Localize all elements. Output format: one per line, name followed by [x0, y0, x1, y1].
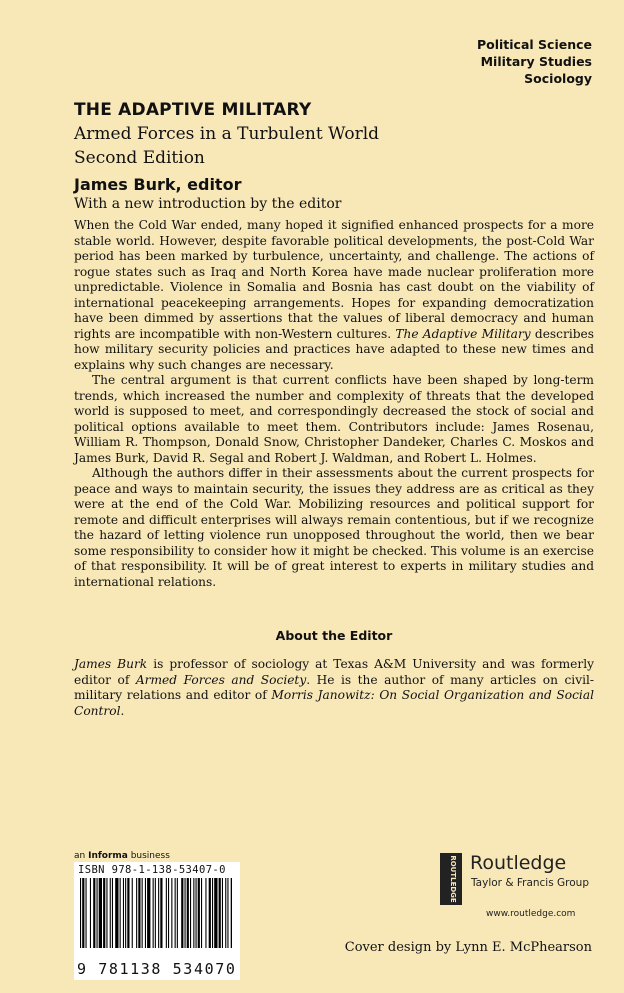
- isbn-label: ISBN 978-1-138-53407-0: [78, 864, 226, 876]
- description-paragraph-2: The central argument is that current conflicts have been shaped by long-term trends, which increased the number and complexity of threats that the developed world is supposed to meet, and correspondingly decreased the stock of social and political options available to meet them. Contributors include: James Rosenau, William R. Thompson, Donald Snow, Christopher Dandeker, Charles C. Moskos and James Burk, David R. Segal and Robert J. Waldman, and Robert L. Holmes.: [74, 373, 594, 465]
- description-p1-book-title: The Adaptive Military: [395, 326, 531, 341]
- barcode-bar: [110, 878, 111, 948]
- description-p1-text-b: describes how military security policies and practices have adapted to these new times and explains why such changes are necessary.: [74, 326, 595, 372]
- barcode-bar: [112, 878, 113, 948]
- about-book-title: Morris Janowitz: On Social Organization and Social Control: [74, 688, 594, 718]
- book-intro-note: With a new introduction by the editor: [74, 196, 342, 212]
- barcode-bar: [106, 878, 107, 948]
- barcode-bar: [82, 878, 84, 948]
- barcode-bar: [201, 878, 202, 948]
- barcode-bar: [171, 878, 172, 948]
- about-text-2: . He is the author of many articles on civil-military relations and editor of: [74, 672, 594, 702]
- subject-categories: [477, 36, 592, 87]
- barcode-bar: [97, 878, 98, 948]
- barcode-bar: [222, 878, 223, 948]
- barcode-bar: [120, 878, 121, 948]
- barcode-bar: [136, 878, 137, 948]
- book-editor: James Burk, editor: [74, 175, 242, 194]
- about-text-3: .: [120, 703, 125, 718]
- barcode-bar: [231, 878, 232, 948]
- barcode-bar: [185, 878, 186, 948]
- barcode-bar: [166, 878, 167, 948]
- about-journal-title: Armed Forces and Society: [135, 672, 307, 687]
- barcode-bar: [86, 878, 87, 948]
- barcode-bar: [127, 878, 129, 948]
- cover-design-credit: Cover design by Lynn E. McPhearson: [344, 940, 592, 955]
- book-edition: Second Edition: [74, 148, 205, 168]
- publisher-group: Taylor & Francis Group: [471, 877, 589, 889]
- informa-prefix: an: [74, 851, 89, 861]
- barcode-bar: [103, 878, 105, 948]
- about-editor-text: [74, 657, 594, 719]
- about-editor-heading: About the Editor: [275, 628, 393, 643]
- description-paragraph-1: [74, 218, 594, 373]
- barcode-bar: [219, 878, 221, 948]
- description-paragraph-3: Although the authors differ in their assessments about the current prospects for peace and ways to maintain security, the issues they address are as critical as they were at the end of the Cold War. Mobilizing resources and political support for remote and difficult enterprises will always remain contentious, but if we recognize the hazard of letting violence run unopposed throughout the world, then we bear some responsibility to consider how it might be checked. This volume is an exercise of that responsibility. It will be of great interest to experts in military studies and international relations.: [74, 466, 594, 589]
- publisher-url: www.routledge.com: [486, 909, 576, 919]
- barcode-bar: [187, 878, 189, 948]
- barcode-bar: [212, 878, 213, 948]
- barcode-bar: [99, 878, 102, 948]
- about-editor-name: James Burk: [74, 657, 148, 671]
- barcode-bar: [132, 878, 133, 948]
- barcode-bar: [125, 878, 126, 948]
- barcode-bar: [177, 878, 178, 948]
- barcode-bar: [168, 878, 169, 948]
- book-subtitle: Armed Forces in a Turbulent World: [74, 124, 380, 144]
- barcode-bar: [227, 878, 228, 948]
- informa-suffix: business: [127, 851, 170, 861]
- barcode-bar: [175, 878, 176, 948]
- routledge-logo-icon: [440, 853, 462, 905]
- informa-brand: Informa: [88, 851, 128, 861]
- barcode-bar: [193, 878, 194, 948]
- book-title: THE ADAPTIVE MILITARY: [74, 100, 312, 120]
- barcode-bar: [214, 878, 217, 948]
- barcode-bar: [90, 878, 91, 948]
- barcode-bar: [142, 878, 143, 948]
- barcode-bar: [138, 878, 140, 948]
- barcode-bar: [115, 878, 118, 948]
- barcode-bar: [123, 878, 124, 948]
- barcode-bar: [190, 878, 191, 948]
- book-description: [74, 218, 594, 590]
- barcode-bar: [181, 878, 183, 948]
- barcode-bar: [209, 878, 211, 948]
- barcode-bar: [205, 878, 206, 948]
- barcode-bar: [158, 878, 159, 948]
- barcode-bar: [155, 878, 156, 948]
- barcode-bar: [145, 878, 146, 948]
- barcode-bar: [196, 878, 197, 948]
- barcode-bar: [153, 878, 154, 948]
- barcode-bar: [93, 878, 95, 948]
- barcode-bar: [147, 878, 150, 948]
- routledge-logo-text: ROUTLEDGE: [449, 855, 457, 903]
- barcode-bar: [198, 878, 200, 948]
- subject-military-studies: Military Studies: [480, 54, 592, 69]
- about-text-1: is professor of sociology at Texas A&M University and was formerly editor of: [74, 657, 594, 687]
- barcode-bar: [225, 878, 226, 948]
- subject-political-science: Political Science: [476, 37, 592, 52]
- publisher-name: Routledge: [470, 852, 567, 874]
- isbn-barcode: [74, 862, 240, 980]
- barcode-bar: [160, 878, 162, 948]
- barcode-bars: [80, 878, 232, 948]
- barcode-bar: [80, 878, 81, 948]
- description-p1-text-a: When the Cold War ended, many hoped it signified enhanced prospects for a more stable world. However, despite favorable political developments, the post-Cold War period has been marked by turbulence, uncertainty, and challenge. The actions of rogue states such as Iraq and North Korea have made nuclear proliferation more unpredictable. Violence in Somalia and Bosnia has cast doubt on the viability of international peacekeeping arrangements. Hopes for expanding democratization have been dimmed by assertions that the values of liberal democracy and human rights are incompatible with non-Western cultures.: [74, 218, 594, 341]
- subject-sociology: Sociology: [524, 71, 592, 86]
- informa-business-tag: [74, 851, 170, 861]
- barcode-number: 9 781138 534070: [77, 960, 237, 978]
